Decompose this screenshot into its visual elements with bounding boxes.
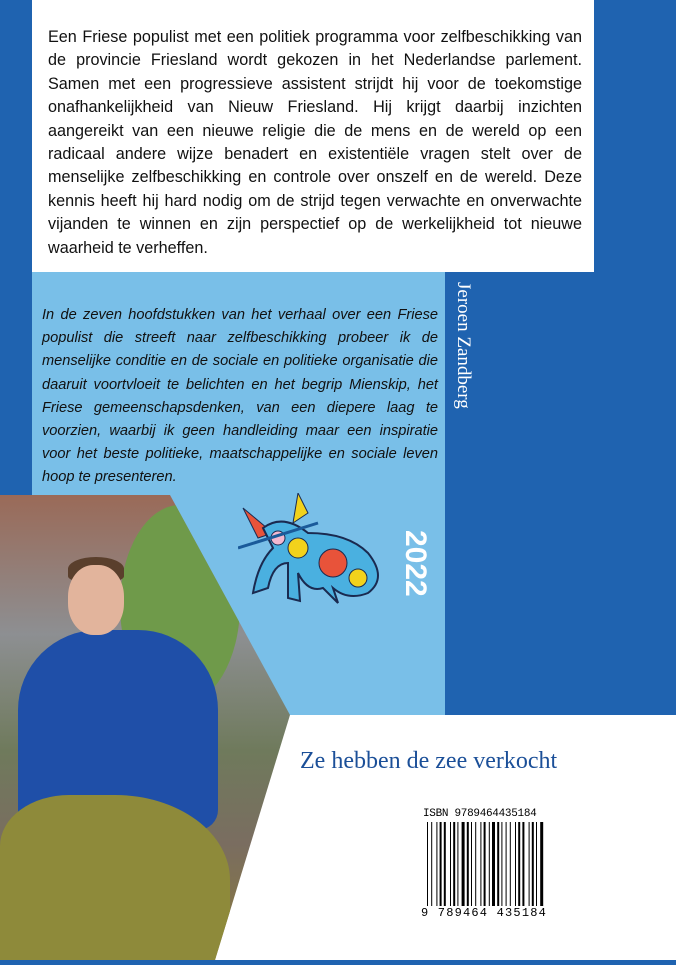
barcode-bar — [444, 822, 446, 906]
barcode-bar — [518, 822, 520, 906]
barcode-bar — [457, 822, 458, 906]
barcode-bar — [484, 822, 486, 906]
barcode-bar — [427, 822, 428, 906]
barcode-bar — [475, 822, 476, 906]
isbn-barcode — [421, 808, 547, 920]
blurb-text: Een Friese populist met een politiek programma voor zelfbeschikking van de provincie Friesland wordt gekozen in het Nederlandse parlement. Samen met een progressieve assistent strijdt hij voor de toekomstige onafhankelijkheid van Nieuw Friesland. Hij krijgt daarbij inzichten aangereikt van een nieuwe religie die de mens en de wereld op een radicaal andere wijze benadert en existentiële vragen stelt over de menselijke zelfbeschikking en controle over onszelf en de wereld. Deze kennis heeft hij hard nodig om de strijd tegen verwachte en onverwachte vijanden te winnen en zijn perspectief op de werkelijkheid tot nieuwe waarheid te verheffen. — [48, 28, 582, 257]
barcode-bar — [450, 822, 451, 906]
barcode-bar — [536, 822, 537, 906]
barcode-bar — [522, 822, 524, 906]
barcode-bar — [532, 822, 534, 906]
barcode-bar — [529, 822, 530, 906]
barcode-bar — [467, 822, 469, 906]
isbn-label: ISBN 9789464435184 — [423, 808, 537, 820]
bushes — [0, 795, 230, 965]
barcode-bar — [480, 822, 481, 906]
barcode-bar — [515, 822, 516, 906]
barcode-bar — [471, 822, 472, 906]
barcode-bar — [506, 822, 507, 906]
spine-author: Jeroen Zandberg — [453, 282, 474, 409]
barcode-bar — [540, 822, 543, 906]
author-quote: In de zeven hoofdstukken van het verhaal over een Friese populist die streeft naar zelfbeschikking probeer ik de menselijke conditie en de sociale en politieke organisatie die daaruit voortvloeit te belichten en het begrip Mienskip, het Friese gemeenschapsdenken, van een diepere laag te voorzien, waarbij ik geen handleiding maar een inspiratie voor het beste politieke, maatschappelijke en sociale leven hoop te presenteren. — [42, 307, 438, 486]
barcode-bar — [431, 822, 432, 906]
author-face — [68, 565, 124, 635]
colorful-cat-logo — [238, 493, 388, 605]
barcode-bar — [440, 822, 442, 906]
barcode-digits: 9 789464 435184 — [421, 906, 548, 920]
spine-year: 2022 — [399, 530, 432, 597]
barcode-bar — [501, 822, 502, 906]
barcode-bar — [436, 822, 437, 906]
barcode-bar — [492, 822, 495, 906]
barcode-bar — [453, 822, 455, 906]
barcode-bar — [462, 822, 465, 906]
barcode-bar — [497, 822, 499, 906]
barcode-bar — [489, 822, 490, 906]
barcode-bar — [510, 822, 511, 906]
book-title: Ze hebben de zee verkocht — [300, 748, 558, 774]
